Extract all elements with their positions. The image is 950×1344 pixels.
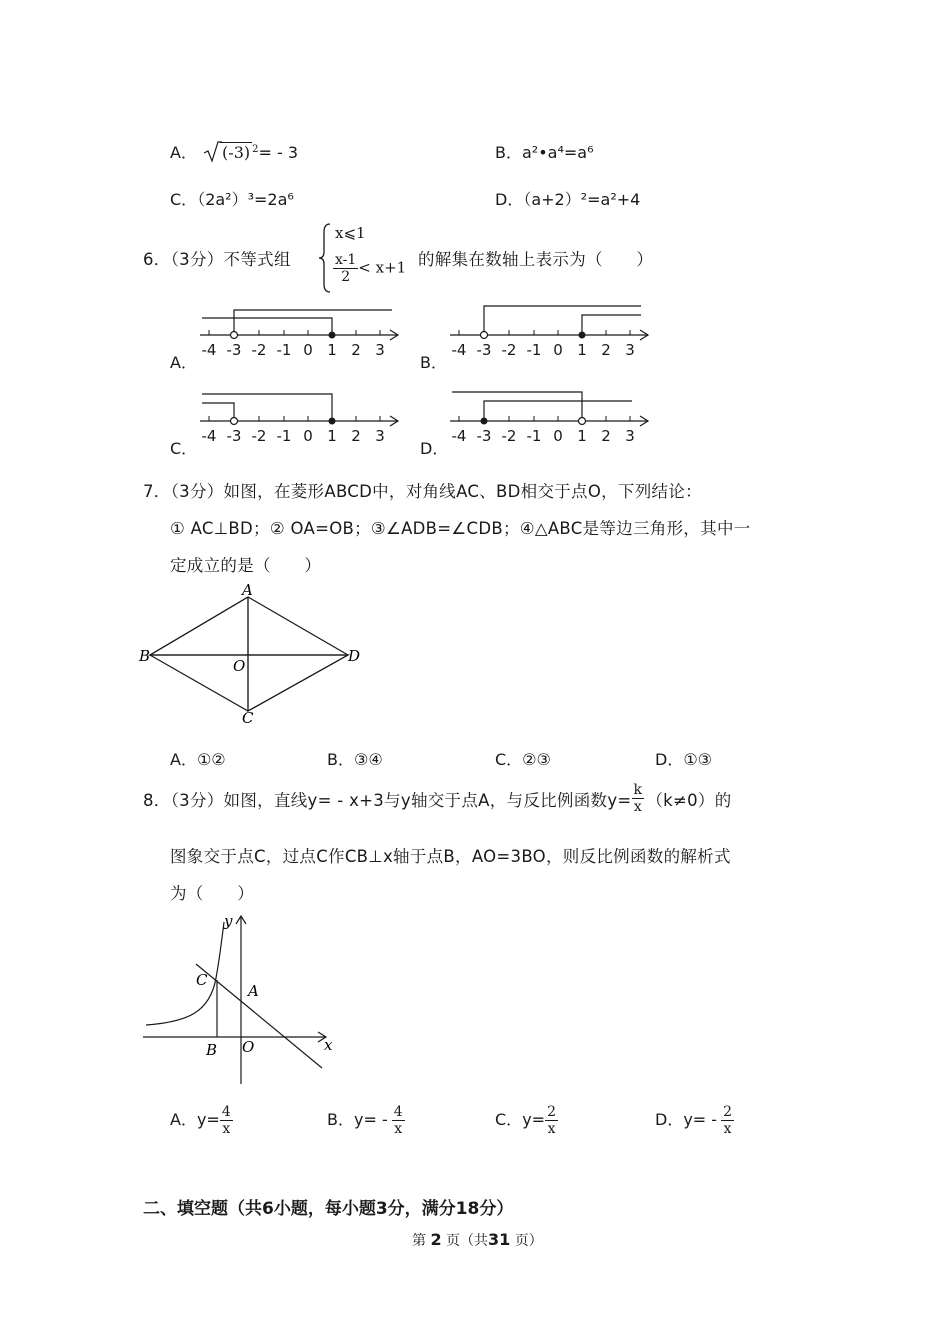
q5-option-a: A． (-3) $^2$= - 3 [170, 143, 299, 162]
tick-label: 0 [303, 427, 313, 445]
tick-label: -2 [251, 427, 267, 445]
tick-label: 1 [327, 427, 337, 445]
tick-label: -4 [451, 427, 467, 445]
tick-label: 0 [303, 341, 313, 359]
q6-option-b-label: B． [420, 353, 447, 372]
q8-option-b: B．y= - $\frac{4}{x}$ [327, 1104, 403, 1137]
q6-stem-start: 6．（3分）不等式组 [143, 250, 291, 269]
tick-label: 3 [625, 341, 635, 359]
origin-label-o: O [242, 1038, 255, 1056]
system-brace [318, 222, 332, 294]
q7-stem-line-1: 7．（3分）如图，在菱形ABCD中，对角线AC、BD相交于点O，下列结论： [143, 482, 702, 501]
tick-label: -3 [476, 427, 492, 445]
vertex-label-b: B [139, 647, 151, 665]
section-heading: 二、填空题（共6小题，每小题3分，满分18分） [143, 1199, 514, 1219]
tick-label: 0 [553, 427, 563, 445]
tick-label: -1 [526, 427, 542, 445]
tick-label: -3 [226, 427, 242, 445]
tick-label: 3 [375, 427, 385, 445]
q6-number-line-c [198, 391, 403, 446]
center-label-o: O [233, 657, 246, 675]
q6-option-a-label: A． [170, 353, 197, 372]
function-graph-figure [138, 908, 338, 1088]
tick-label: -1 [276, 427, 292, 445]
axis-label-y: y [224, 912, 233, 930]
tick-label: 2 [351, 341, 361, 359]
q7-option-d: D．①③ [655, 750, 713, 769]
q8-option-a: A．y= $\frac{4}{x}$ [170, 1104, 231, 1137]
page-footer: 第 2 页（共31 页） [412, 1230, 543, 1249]
rhombus-figure [138, 583, 368, 728]
vertex-label-a: A [242, 583, 253, 599]
tick-label: 0 [553, 341, 563, 359]
tick-label: 1 [327, 341, 337, 359]
tick-label: -2 [501, 427, 517, 445]
q8-option-c: C．y= $\frac{2}{x}$ [495, 1104, 556, 1137]
tick-label: 2 [351, 427, 361, 445]
q7-stem-line-2: ① AC⊥BD；② OA=OB；③∠ADB=∠CDB；④△ABC是等边三角形，其中一 [170, 519, 751, 538]
tick-label: 2 [601, 341, 611, 359]
vertex-label-c: C [242, 709, 254, 727]
axis-label-x: x [324, 1036, 333, 1054]
q6-number-line-d [448, 391, 653, 446]
tick-label: -1 [276, 341, 292, 359]
q5-option-d: D．（a+2）²=a²+4 [495, 190, 641, 209]
point-label-c: C [196, 971, 208, 989]
tick-label: -1 [526, 341, 542, 359]
vertex-label-d: D [348, 647, 361, 665]
tick-label: 3 [375, 341, 385, 359]
q7-stem-line-3: 定成立的是（ ） [170, 556, 322, 575]
point-label-b: B [206, 1041, 218, 1059]
q7-option-a: A．①② [170, 750, 226, 769]
q5-option-b: B．a²•a⁴=a⁶ [495, 143, 594, 162]
tick-label: 2 [601, 427, 611, 445]
q7-option-c: C．②③ [495, 750, 551, 769]
tick-label: -4 [451, 341, 467, 359]
tick-label: 1 [577, 427, 587, 445]
q6-option-c-label: C． [170, 439, 198, 458]
tick-label: -4 [201, 427, 217, 445]
point-label-a: A [248, 982, 259, 1000]
tick-label: 1 [577, 341, 587, 359]
system-line-2: $\frac{x-1}{2}$ < x+1 [335, 252, 407, 285]
tick-label: -2 [501, 341, 517, 359]
q6-option-d-label: D． [420, 439, 449, 458]
q6-stem-end: 的解集在数轴上表示为（ ） [418, 250, 654, 269]
tick-label: 3 [625, 427, 635, 445]
q6-number-line-b [448, 305, 653, 360]
q8-stem-line-2: 图象交于点C，过点C作CB⊥x轴于点B，AO=3BO，则反比例函数的解析式 [170, 847, 731, 866]
q8-stem-line-1: 8．（3分）如图，直线y= - x+3与y轴交于点A，与反比例函数y= $\frac{k}{x}$ （k≠0）的 [143, 782, 732, 815]
tick-label: -3 [226, 341, 242, 359]
q5-option-c: C．（2a²）³=2a⁶ [170, 190, 294, 209]
q8-option-d: D．y= - $\frac{2}{x}$ [655, 1104, 732, 1137]
q7-option-b: B．③④ [327, 750, 383, 769]
system-line-1: x⩽1 [335, 224, 366, 242]
tick-label: -3 [476, 341, 492, 359]
q8-stem-line-3: 为（ ） [170, 884, 254, 903]
q6-number-line-a [198, 305, 403, 360]
tick-label: -2 [251, 341, 267, 359]
tick-label: -4 [201, 341, 217, 359]
